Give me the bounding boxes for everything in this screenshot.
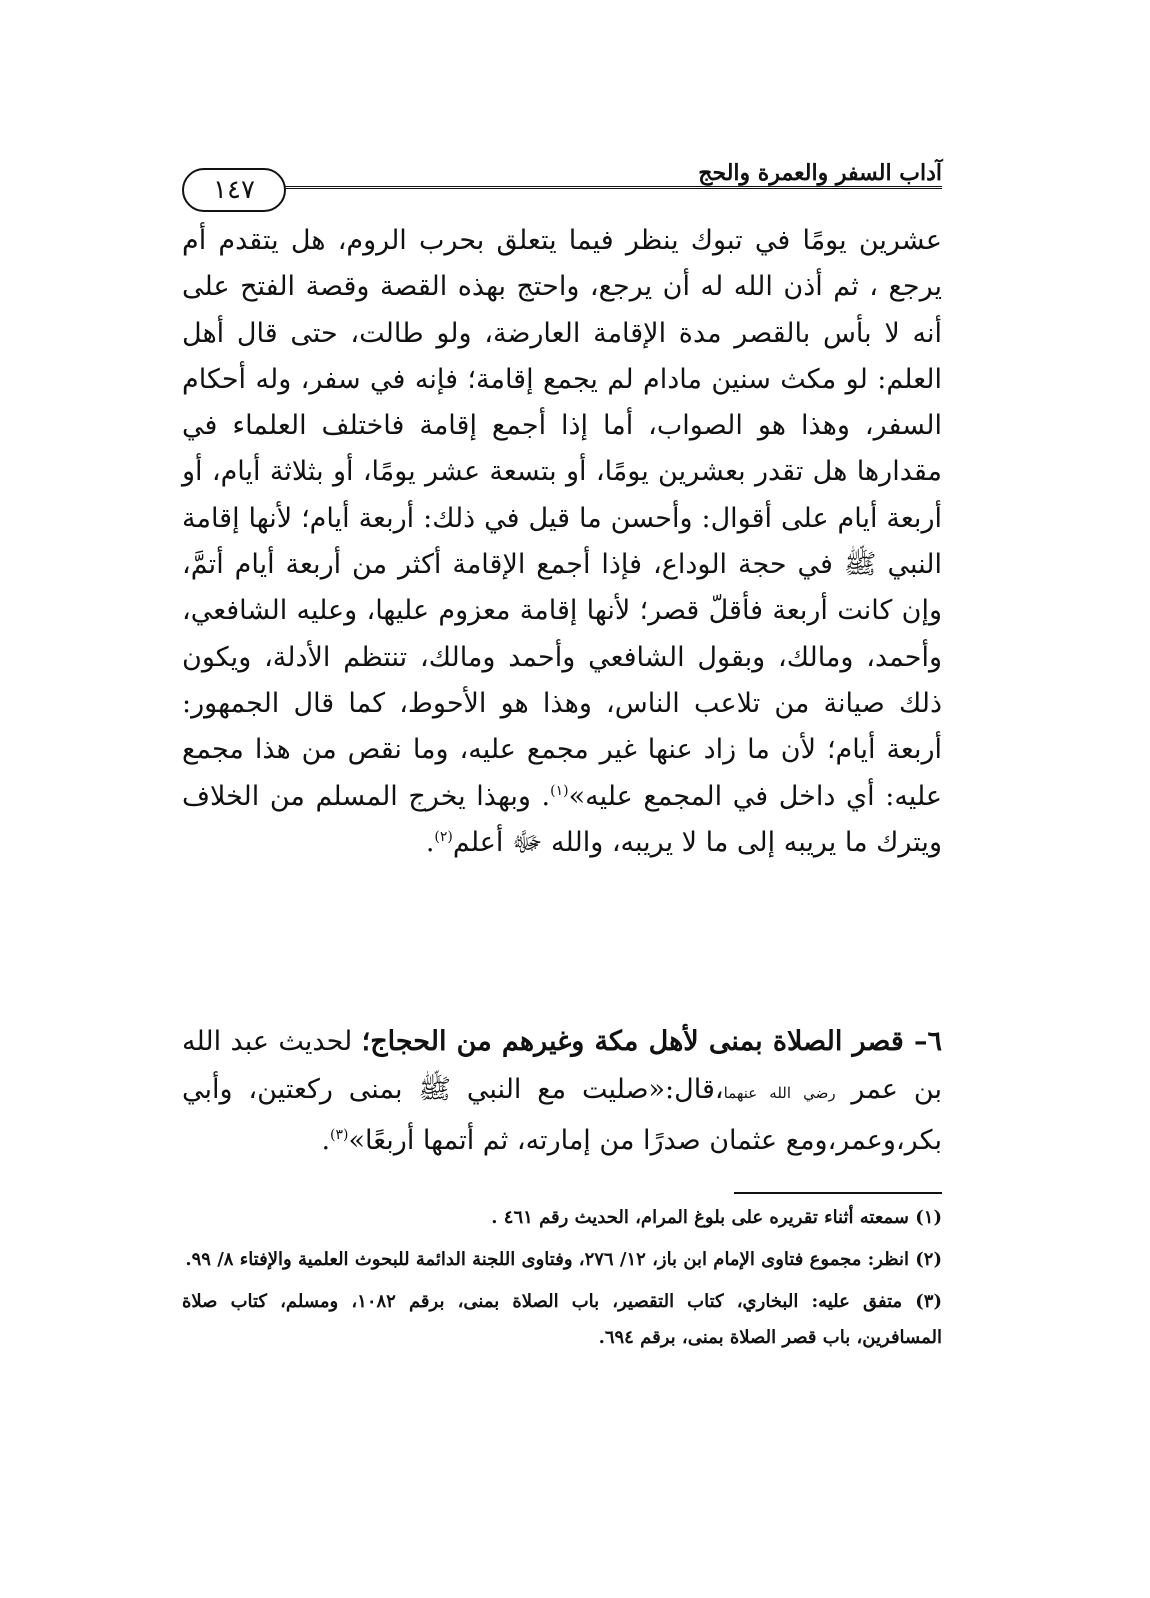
footnote-1: (١) سمعته أثناء تقريره على بلوغ المرام، الحديث رقم ٤٦١ . [491,1207,942,1228]
footnote-ref-2[interactable]: (٢) [434,828,453,845]
header-double-rule [272,186,942,189]
footnote-3: (٣) متفق عليه: البخاري، كتاب التقصير، باب الصلاة بمنى، برقم ١٠٨٢، ومسلم، كتاب صلاة المسافرين، باب قصر الصلاة بمنى، برقم ٦٩٤. [182,1291,942,1348]
section-end: . [321,1125,331,1156]
footnote-separator [734,1192,942,1194]
paragraph-text: عشرين يومًا في تبوك ينظر فيما يتعلق بحرب الروم، هل يتقدم أم يرجع ، ثم أذن الله له أن يرجع، واحتج بهذه القصة وقصة الفتح على أنه لا بأس بالقصر مدة الإقامة العارضة، ولو طالت، حتى قال أهل العلم: لو مكث سنين مادام لم يجمع إقامة؛ فإنه في سفر، وله أحكام السفر، وهذا هو الصواب، أما إذا أجمع إقامة فاختلف العلماء في مقدارها هل تقدر بعشرين يومًا، أو بتسعة عشر يومًا، أو بثلاثة أيام، أو أربعة أيام على أقوال: وأحسن ما قيل في ذلك: أربعة أيام؛ لأنها إقامة النبي ﷺ في حجة الوداع، فإذا أجمع الإقامة أكثر من أربعة أيام أتمَّ، وإن كانت أربعة فأقلّ قصر؛ لأنها إقامة معزوم عليها، وعليه الشافعي، وأحمد، ومالك، وبقول الشافعي وأحمد ومالك، تنتظم الأدلة، ويكون ذلك صيانة من تلاعب الناس، وهذا هو الأحوط، كما قال الجمهور: أربعة أيام؛ لأن ما زاد عنها غير مجمع عليه، وما نقص من هذا مجمع عليه: أي داخل في المجمع عليه» [182,225,942,812]
footnote-ref-3[interactable]: (٣) [330,1127,349,1143]
section-text-a: لحديث عبد الله بن عمر [182,1026,942,1105]
main-text [182,218,942,866]
paragraph-continuation: . وبهذا يخرج المسلم من الخلاف ويترك ما يريبه إلى ما لا يريبه، والله ﷻ أعلم [182,780,942,858]
section-text-b: ،قال:«صليت مع النبي ﷺ بمنى ركعتين، وأبي بكر،وعمر،ومع عثمان صدرًا من إمارته، ثم أتمها أربعًا» [182,1074,942,1156]
paragraph-end: . [425,826,435,858]
footnote-ref-1[interactable]: (١) [550,782,569,799]
section-6 [182,1018,942,1165]
honorific: رضي الله عنهما [723,1084,836,1102]
footnote-2: (٢) انظر: مجموع فتاوى الإمام ابن باز، ١٢/ ٢٧٦، وفتاوى اللجنة الدائمة للبحوث العلمية والإفتاء ٨/ ٩٩. [185,1249,942,1270]
page-header [182,160,942,210]
section-paragraph [182,1018,942,1165]
page-number: ١٤٧ [182,168,286,212]
main-paragraph [182,218,942,866]
footnotes [182,1200,942,1362]
running-title: آداب السفر والعمرة والحج [698,160,942,186]
section-heading: ٦– قصر الصلاة بمنى لأهل مكة وغيرهم من الحجاج؛ [361,1026,942,1057]
